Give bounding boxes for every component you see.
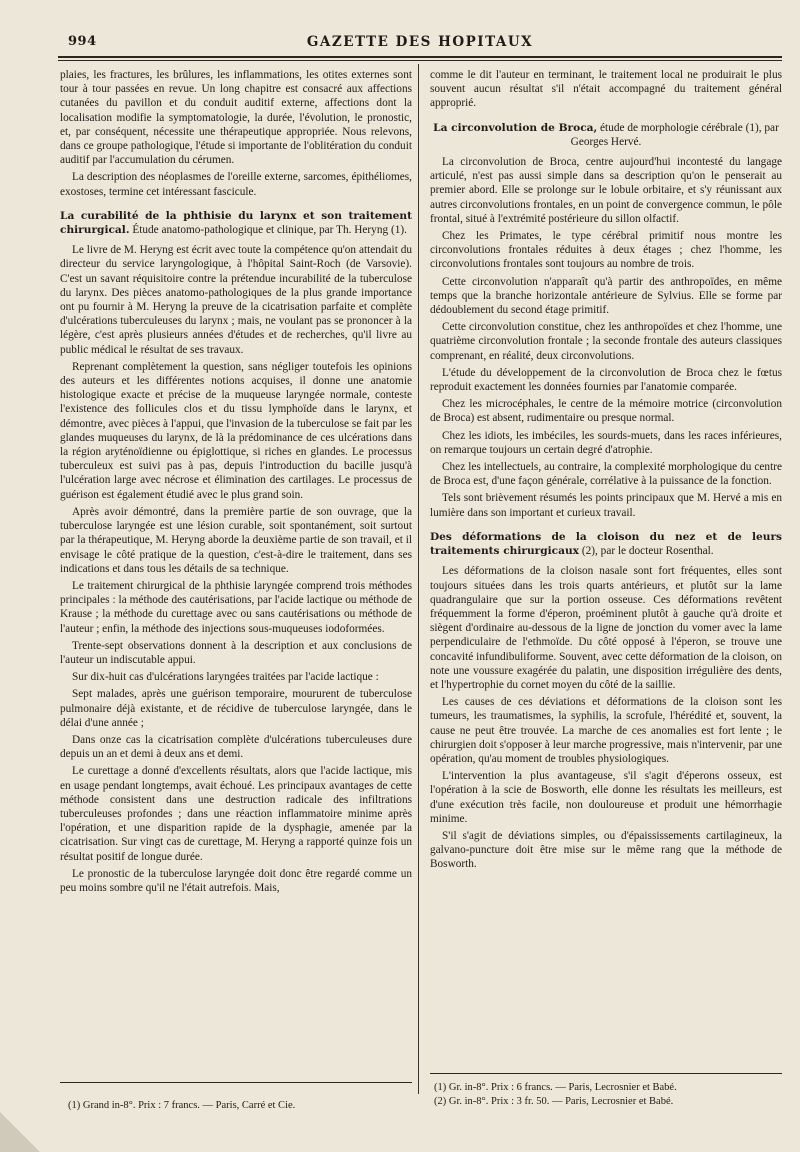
section-heading-title: La curabilité de la phthisie du larynx et son traitement chirurgical. [60,209,412,237]
footnote-rule-left [60,1082,412,1083]
paragraph: Chez les intellectuels, au contraire, la complexité morphologique du centre de Broca est, d'une façon générale, corrélative à la puissance de la fonction. [430,461,782,488]
footnote-right-2: (2) Gr. in-8°. Prix : 3 fr. 50. — Paris, Lecrosnier et Babé. [434,1096,674,1107]
section-heading-subtitle: étude de morphologie cérébrale (1), par Georges Hervé. [570,121,779,148]
section-heading-nasal [430,530,782,558]
paragraph: Le curettage a donné d'excellents résultats, alors que l'acide lactique, mis en usage pendant longtemps, avait échoué. Les principaux avantages de cette méthode consistent dans une destruction radicale des infiltrations tuberculeuses profondes ; dans une réaction inflammatoire minime après l'opération, et une disparition rapide de la dysphagie, amenée par la cicatrisation. Sur vingt cas de curettage, M. Heryng a rapporté quinze fois un résultat positif de longue durée. [60,765,412,863]
paragraph: Le pronostic de la tuberculose laryngée doit donc être regardé comme un peu moins sombre qu'il ne l'était autrefois. Mais, [60,867,412,894]
paragraph: Les déformations de la cloison nasale sont fort fréquentes, elles sont toujours situées dans les trois quarts antérieurs, et plutôt sur la lame quadrangulaire que sur la portion osseuse. Ces déformations revêtent fréquemment la forme d'éperon, proéminent plutôt à gauche qu'à droite et siègent d'ordinaire au-dessous de la ligne de jonction du vomer avec la lame perpendiculaire de l'ethmoïde. Du côté opposé à l'éperon, se trouve une concavité infundibuliforme. Souvent, avec cette déformation de la cloison, on note une voussure exagérée du palatin, une disposition irrégulière des dents, et l'hypertrophie du cornet moyen du côté de la saillie. [430,565,782,691]
paragraph: Dans onze cas la cicatrisation complète d'ulcérations tuberculeuses dure depuis un an et demi à deux ans et demi. [60,733,412,761]
footnote-left-1: (1) Grand in-8°. Prix : 7 francs. — Paris, Carré et Cie. [68,1100,296,1111]
paragraph: Sept malades, après une guérison temporaire, moururent de tuberculose pulmonaire déjà existante, et de récidive de tuberculose laryngée, dans le délai d'une année ; [60,688,412,729]
page-header [60,34,780,54]
paragraph: L'intervention la plus avantageuse, s'il s'agit d'éperons osseux, est l'opération à la scie de Bosworth, elle donne les résultats les meilleurs, est d'une exécution très facile, non douloureuse et produit une hémorrhagie minime. [430,770,782,825]
header-rule-thick [58,56,782,58]
paragraph: La circonvolution de Broca, centre aujourd'hui incontesté du langage articulé, n'est pas aussi simple dans sa description qu'on le penserait au premier abord. Elle se prolonge sur le lobule orbitaire, et s'y réunissant aux autres circonvolutions frontales, en un point de convergence commun, le pôle frontal, situé à l'extrémité postérieure du sillon olfactif. [430,156,782,225]
paragraph: Chez les Primates, le type cérébral primitif nous montre les circonvolutions frontales réduites à deux étages ; chez l'homme, les circonvolutions frontales sont toujours au nombre de trois. [430,230,782,271]
section-heading-broca [430,121,782,149]
paragraph: Reprenant complètement la question, sans négliger toutefois les opinions des auteurs et les différentes notions acquises, il donne une anatomie histologique exacte et précise de la muqueuse laryngée normale, conteste l'existence des follicules clos et du tissu lymphoïde dans le larynx, et démontre, avec pièces à l'appui, que l'invasion de la tuberculose se fait par les glandes muqueuses du larynx, de là la prédominance de ces ulcérations dans la région aryténoïdienne ou épiglottique, si riches en glandes. Le processus tuberculeux est suivi pas à pas, depuis l'introduction du bacille jusqu'à l'ulcération large avec nécrose et élimination des cartilages. Le processus de guérison est également étudié avec le plus grand soin. [60,360,412,501]
footnote-right-1: (1) Gr. in-8°. Prix : 6 francs. — Paris, Lecrosnier et Babé. [434,1082,677,1093]
column-divider [418,64,419,1094]
paragraph: Tels sont brièvement résumés les points principaux que M. Hervé a mis en lumière dans son important et curieux travail. [430,492,782,519]
paragraph: Après avoir démontré, dans la première partie de son ouvrage, que la tuberculose laryngée est une lésion curable, soit spontanément, soit surtout par la thérapeutique, M. Heryng aborde la deuxième partie de son travail, et il envisage le côté pratique de la question, c'est-à-dire le traitement, dans ses indications et dans tous les détails de sa technique. [60,505,412,575]
paragraph: Les causes de ces déviations et déformations de la cloison sont les tumeurs, les traumatismes, la syphilis, la scrofule, l'hérédité et, souvent, la cause ne peut être trouvée. La marche de ces anomalies est fort lente ; le chirurgien doit s'opposer à leur marche progressive, mais n'intervenir, par une opération, qu'au moment de troubles physiologiques. [430,696,782,765]
paragraph: La description des néoplasmes de l'oreille externe, sarcomes, épithéliomes, exostoses, termine cet intéressant fascicule. [60,171,412,198]
paragraph: plaies, les fractures, les brûlures, les inflammations, les otites externes sont tour à tour passées en revue. Un long chapitre est consacré aux affections cutanées du pavillon et du conduit auditif externe, affections dont la localisation modifie la symptomatologie, la durée, l'évolution, le pronostic, et, par conséquent, nécessite une thérapeutique appropriée. Nous relevons, dans ce groupe pathologique, l'étude si importante de l'oblitération du conduit auditif par l'accumulation du cérumen. [60,69,412,167]
paragraph: Cette circonvolution n'apparaît qu'à partir des anthropoïdes, en même temps que la branche horizontale antérieure de Sylvius. Elle se forme par dédoublement du second étage primitif. [430,275,782,317]
section-heading-title: Des déformations de la cloison du nez et de leurs traitements chirurgicaux [430,530,782,558]
paragraph: Chez les microcéphales, le centre de la mémoire motrice (circonvolution de Broca) est absent, rudimentaire ou presque normal. [430,398,782,425]
journal-title: GAZETTE DES HOPITAUX [306,34,534,50]
paragraph: S'il s'agit de déviations simples, ou d'épaississements cartilagineux, la galvano-puncture doit être mise sur le même rang que la méthode de Bosworth. [430,829,782,871]
paragraph: comme le dit l'auteur en terminant, le traitement local ne produirait le plus souvent aucun résultat s'il n'était accompagné du traitement général approprié. [430,69,782,110]
left-column [60,68,412,898]
section-heading-larynx [60,209,412,237]
paragraph: Chez les idiots, les imbéciles, les sourds-muets, dans les races inférieures, on remarque toujours un certain degré d'atrophie. [430,429,782,456]
paragraph: L'étude du développement de la circonvolution de Broca chez le fœtus reproduit exactement les données fournies par l'anatomie comparée. [430,366,782,394]
paragraph: Le livre de M. Heryng est écrit avec toute la compétence qu'on attendait du directeur du service laryngologique, à l'hôpital Saint-Roch (de Varsovie). C'est un savant réquisitoire contre la prétendue incurabilité de la tuberculose du larynx. Des pièces anatomo-pathologiques de la plus grande importance ont pu fournir à M. Heryng la preuve de la cicatrisation parfaite et complète d'ulcérations tuberculeuses du larynx ; mais, ne voulant pas se prononcer à la légère, c'est après plusieurs années d'études et de recherches, qu'il livre au public médical le résultat de ses travaux. [60,244,412,356]
paragraph: Trente-sept observations donnent à la description et aux conclusions de l'auteur un indiscutable appui. [60,639,412,666]
page-number: 994 [68,34,97,49]
header-rule-thin [58,60,782,61]
section-heading-subtitle: Étude anatomo-pathologique et clinique, par Th. Heryng (1). [132,224,407,237]
page-corner-shadow [0,1112,40,1152]
section-heading-title: La circonvolution de Broca, [433,121,598,134]
footnote-rule-right [430,1073,782,1074]
right-column [430,68,782,875]
section-heading-subtitle: (2), par le docteur Rosenthal. [581,545,714,558]
paragraph: Le traitement chirurgical de la phthisie laryngée comprend trois méthodes principales : la méthode des cautérisations, par l'acide lactique ou méthode de Krause ; la méthode du curettage avec ou sans cautérisations ou méthode de l'auteur ; enfin, la méthode des injections sous-muqueuses iodoformées. [60,579,412,635]
paragraph: Cette circonvolution constitue, chez les anthropoïdes et chez l'homme, une quatrième circonvolution frontale ; la seconde frontale des auteurs classiques comprenant, en réalité, deux circonvolutions. [430,321,782,362]
paragraph: Sur dix-huit cas d'ulcérations laryngées traitées par l'acide lactique : [72,671,379,684]
